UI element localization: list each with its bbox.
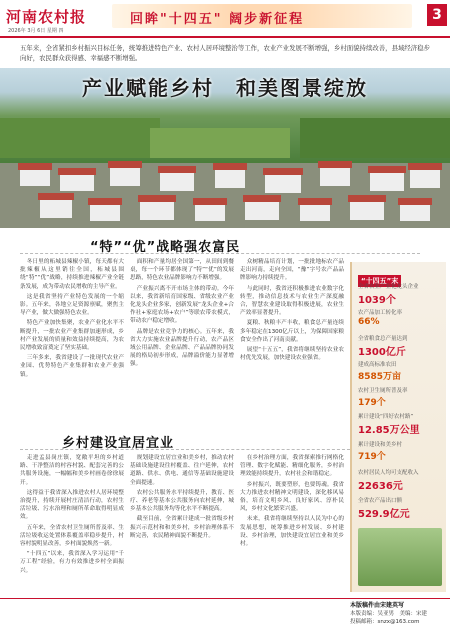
paragraph: 产业振兴离不开市场主体的带动。今年以来，我省新培育国家级、省级农业产业化龙头企业多家，创新发展“龙头企业+合作社+家庭农场+农户”等联农带农模式，带动农户稳定增收。 (130, 285, 234, 325)
divider (20, 253, 420, 254)
decorative-field-illustration (358, 528, 442, 586)
paragraph: “十四五”以来，我省深入学习运用“千万工程”经验，有力有效推进乡村全面振兴。 (20, 551, 124, 574)
paragraph: 走进孟县岗庄镇，宽敞平坦的乡村道路、干净整洁的村容村貌、配套完善的公共服务设施，一幅幅和美乡村画卷徐徐展开。 (20, 455, 124, 486)
stat-value: 22636元 (358, 481, 403, 492)
section-banner-title: 回眸"十四五" 阔步新征程 (130, 12, 305, 27)
lead-paragraph: 五年来，全省紧扣乡村振兴目标任务，统筹推进特色产业、农村人居环境整治等工作，农业产业发展不断增强，乡村面貌持续改善，县域经济稳步向好，农民群众获得感、幸福感不断增强。 (20, 44, 430, 62)
stat-value: 8585万亩 (358, 372, 402, 382)
paragraph: 这是我省坚持产业特色发展的一个缩影。五年来，各地立足资源禀赋，聚焦主导产业，做大做强特色农业。 (20, 293, 124, 317)
stat-value: 719个 (358, 452, 386, 462)
paragraph: 三年多来，我省建设了一批现代农业产业园、优势特色产业集群和农业产业强镇。 (20, 355, 124, 378)
stats-badge: “十四五”末 (358, 275, 401, 287)
footer-email: 投稿邮箱：snzx@163.com (350, 619, 420, 625)
page-footer (350, 602, 446, 626)
headline-special-strategy: “特”“优”战略强农富民 (90, 240, 241, 255)
stat-label: 农村卫生厕所普及率 (358, 388, 408, 394)
paragraph: 未来，我省将继续坚持以人民为中心的发展思想，统筹推进乡村发展、乡村建设、乡村治理，加快建设宜居宜业和美乡村。 (240, 516, 344, 548)
masthead-logo: 河南农村报 (6, 8, 87, 26)
stat-value: 529.9亿元 (358, 509, 410, 520)
stat-label: 全省粮食总产量达到 (358, 336, 408, 342)
paragraph: 展望“十五五”，我省将继续坚持农业农村优先发展，加快建设农业强省。 (240, 347, 344, 362)
stat-value: 66% (358, 317, 380, 327)
paragraph: 截至目前，全省累计建成一批省级乡村振兴示范村和和美乡村，乡村治理体系不断完善，农民精神面貌不断提升。 (130, 516, 234, 539)
article-column-4 (20, 454, 124, 594)
paragraph: 品牌是农业竞争力的核心。五年来，我省大力实施农业品牌提升行动，农产品区域公用品牌、企业品牌、产品品牌协同发展的格局初步形成，品牌溢价能力显著增强。 (130, 328, 234, 368)
stat-label: 农村居民人均可支配收入 (358, 470, 419, 476)
headline-rural-construction: 乡村建设宜居宜业 (62, 436, 175, 451)
stats-sidebar (350, 262, 446, 592)
stat-value: 12.85万公里 (358, 425, 420, 436)
paragraph: 夏粮、秋粮丰产丰收，粮食总产量连续多年稳定在1300亿斤以上，为保障国家粮食安全作出了河南贡献。 (240, 320, 344, 343)
stat-value: 179个 (358, 398, 386, 408)
stat-label: 累计建设和美乡村 (358, 442, 403, 448)
stat-label: 建成高标准农田 (358, 362, 397, 368)
paragraph: 乡村振兴，既要塑形，也要铸魂。我省大力推进农村精神文明建设，深化移风易俗，培育文明乡风、良好家风、淳朴民风，乡村文化繁荣兴盛。 (240, 481, 344, 513)
divider (20, 449, 350, 450)
stat-value: 1039个 (358, 295, 396, 306)
article-column-6 (240, 454, 344, 594)
article-column-1 (20, 258, 124, 426)
footer-editor: 本版责编：吴亚男 美编：宋建 (350, 611, 428, 617)
page-header (0, 0, 450, 38)
paragraph: 这得益于我省深入推进农村人居环境整治提升，持续开展村庄清洁行动，农村生活垃圾、污水治理和厕所革命取得明显成效。 (20, 489, 124, 521)
article-column-2 (130, 258, 234, 426)
paragraph: 五年来，全省农村卫生厕所普及率、生活垃圾收运处置体系覆盖率稳步提升，村容村貌明显改善，乡村面貌焕然一新。 (20, 524, 124, 548)
stat-label: 累计建设“四好农村路” (358, 414, 414, 420)
stat-label: 农产品加工转化率 (358, 310, 403, 316)
paragraph: 众树精品培育计划，一批批地标农产品走出河南，走向全国，“豫”字号农产品品牌影响力持续提升。 (240, 259, 344, 282)
paragraph: 面积和产量均居全国第一，从田间到餐桌，每一个环节都体现了“特”“优”的发展思路，特色农业品牌影响力不断增强。 (130, 259, 234, 282)
photo-headline: 产业赋能乡村 和美图景绽放 (82, 76, 368, 100)
article-column-5 (130, 454, 234, 594)
paragraph: 农村公共服务水平持续提升，教育、医疗、养老等基本公共服务向农村延伸，城乡基本公共服务均等化水平不断提高。 (130, 489, 234, 513)
paragraph: 特色产业加快集聚，农业产业化水平不断提升，一批农业产业集群加速形成，乡村产业发展的质量和效益持续提高，为农民增收致富奠定了坚实基础。 (20, 320, 124, 352)
stat-label: 全省农业产业化龙头企业 (358, 284, 419, 290)
page-number: 3 (427, 4, 447, 26)
footer-title: 本版稿件由宋建英写 (350, 602, 405, 609)
stat-value: 1300亿斤 (358, 347, 406, 358)
aerial-village-photo (0, 68, 450, 228)
paragraph: 与此同时，我省还积极推进农业数字化转型，推动信息技术与农业生产深度融合，智慧农业建设取得积极进展，农业生产效率显著提升。 (240, 285, 344, 317)
stat-label: 全省农产品出口额 (358, 498, 403, 504)
bottom-rule (0, 598, 450, 599)
paragraph: 冬日里的柘城县辣椒小镇，每天都有大批辣椒从这里销往全国，柘城县围绕“特”“优”战略，持续推进辣椒产业全链条发展，成为带动农民增收的主导产业。 (20, 259, 124, 290)
paragraph: 规划建设宜居宜业和美乡村，推动农村基础设施建设往村覆盖、往户延伸，农村道路、供水、供电、通信等基础设施建设全面提速。 (130, 455, 234, 486)
issue-date: 2026年 3月 6日 星期 四 (8, 28, 64, 34)
article-column-3 (240, 258, 344, 426)
paragraph: 在乡村治理方面，我省探索推行网格化管理、数字化赋能、精细化服务，乡村治理效能持续提升，农村社会和谐稳定。 (240, 455, 344, 478)
